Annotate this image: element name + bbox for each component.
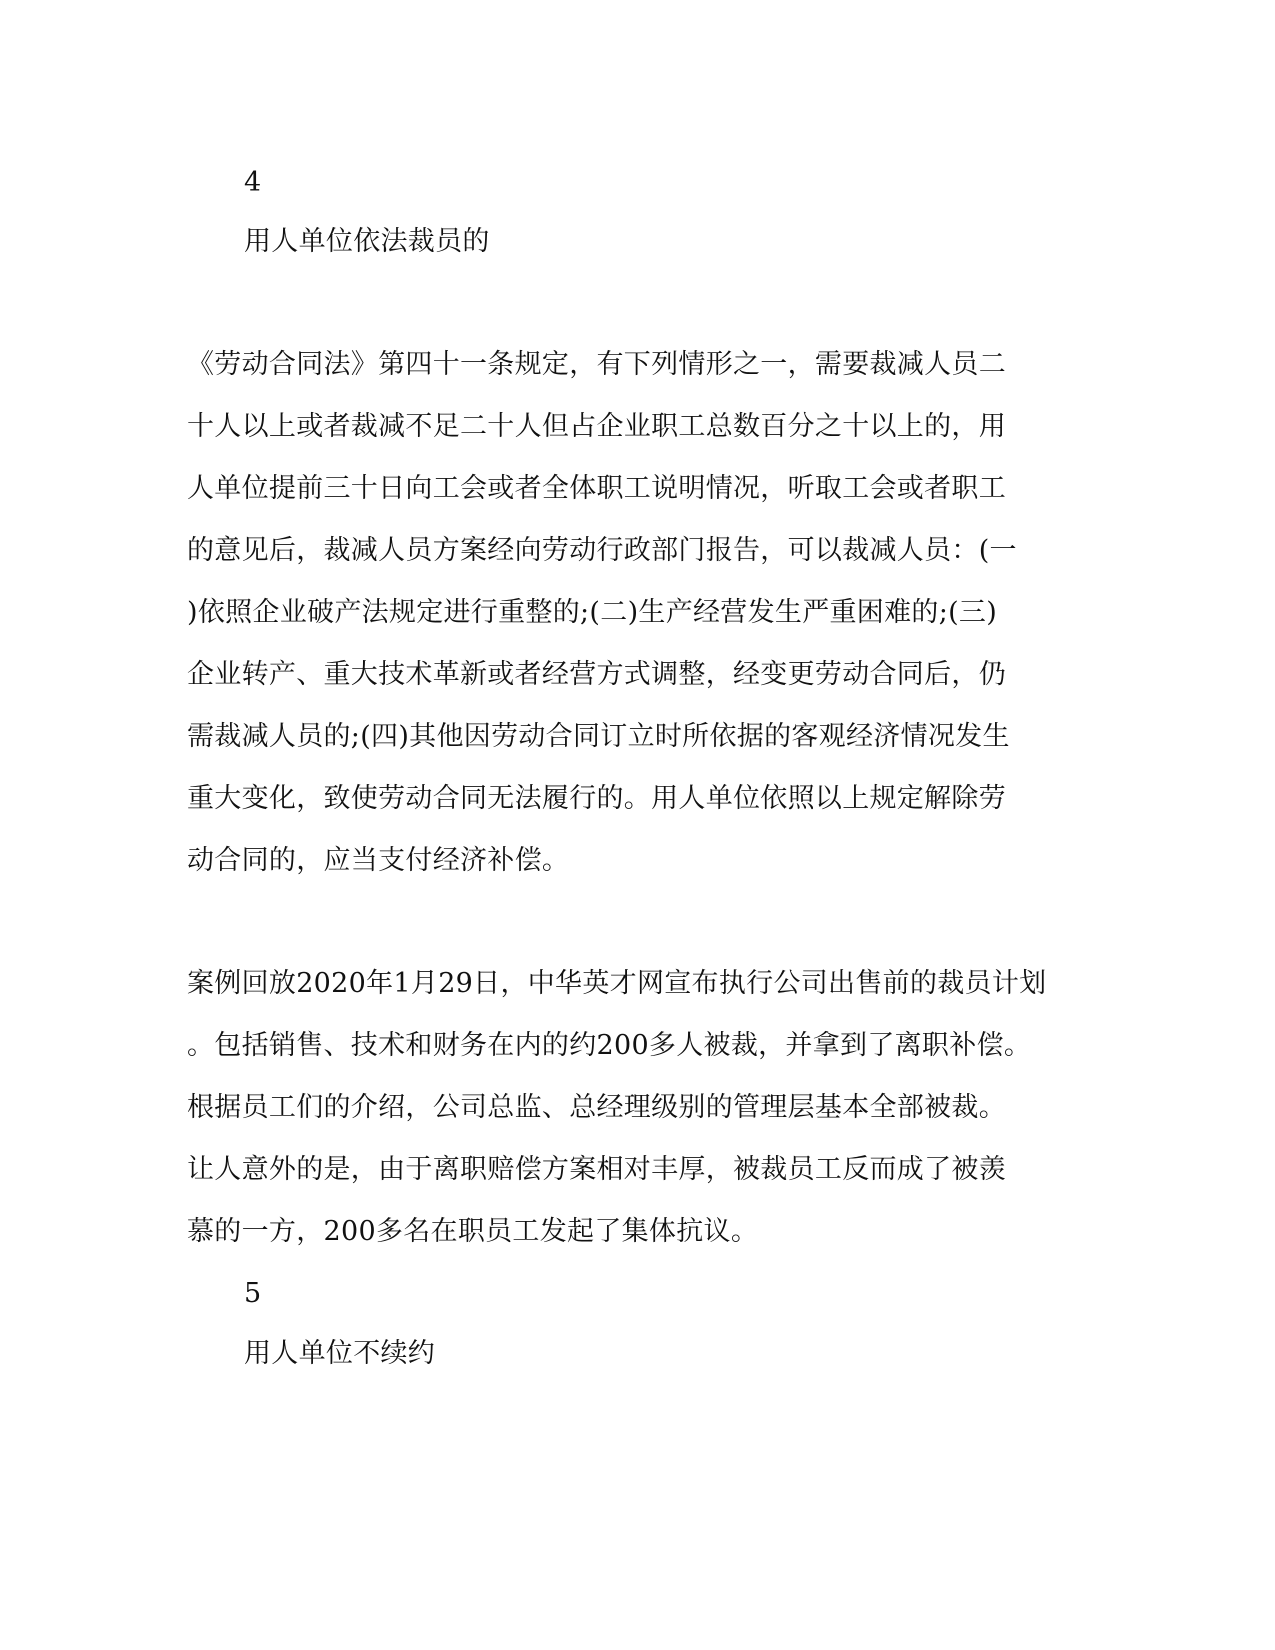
- section-heading: 用人单位依法裁员的: [244, 226, 490, 257]
- paragraph-line: 需裁减人员的;(四)其他因劳动合同订立时所依据的客观经济情况发生: [187, 721, 1010, 752]
- paragraph-line: 根据员工们的介绍，公司总监、总经理级别的管理层基本全部被裁。: [187, 1092, 1006, 1123]
- section-number: 5: [244, 1278, 262, 1309]
- section-number: 4: [244, 167, 262, 198]
- paragraph-line: 《劳动合同法》第四十一条规定，有下列情形之一，需要裁减人员二: [187, 349, 1006, 380]
- paragraph-line: 企业转产、重大技术革新或者经营方式调整，经变更劳动合同后，仍: [187, 659, 1006, 690]
- paragraph-line: 动合同的，应当支付经济补偿。: [187, 845, 570, 876]
- paragraph-line: 人单位提前三十日向工会或者全体职工说明情况，听取工会或者职工: [187, 473, 1006, 504]
- paragraph-line: 的意见后，裁减人员方案经向劳动行政部门报告，可以裁减人员：(一: [187, 535, 1017, 566]
- paragraph-line: )依照企业破产法规定进行重整的;(二)生产经营发生严重困难的;(三): [187, 597, 998, 628]
- section-heading: 用人单位不续约: [244, 1338, 436, 1369]
- paragraph-line: 案例回放2020年1月29日，中华英才网宣布执行公司出售前的裁员计划: [187, 968, 1047, 999]
- paragraph-line: 十人以上或者裁减不足二十人但占企业职工总数百分之十以上的，用: [187, 411, 1006, 442]
- paragraph-line: 。包括销售、技术和财务在内的约200多人被裁，并拿到了离职补偿。: [187, 1030, 1032, 1061]
- paragraph-line: 重大变化，致使劳动合同无法履行的。用人单位依照以上规定解除劳: [187, 783, 1006, 814]
- paragraph-line: 慕的一方，200多名在职员工发起了集体抗议。: [187, 1216, 759, 1247]
- paragraph-line: 让人意外的是，由于离职赔偿方案相对丰厚，被裁员工反而成了被羡: [187, 1154, 1006, 1185]
